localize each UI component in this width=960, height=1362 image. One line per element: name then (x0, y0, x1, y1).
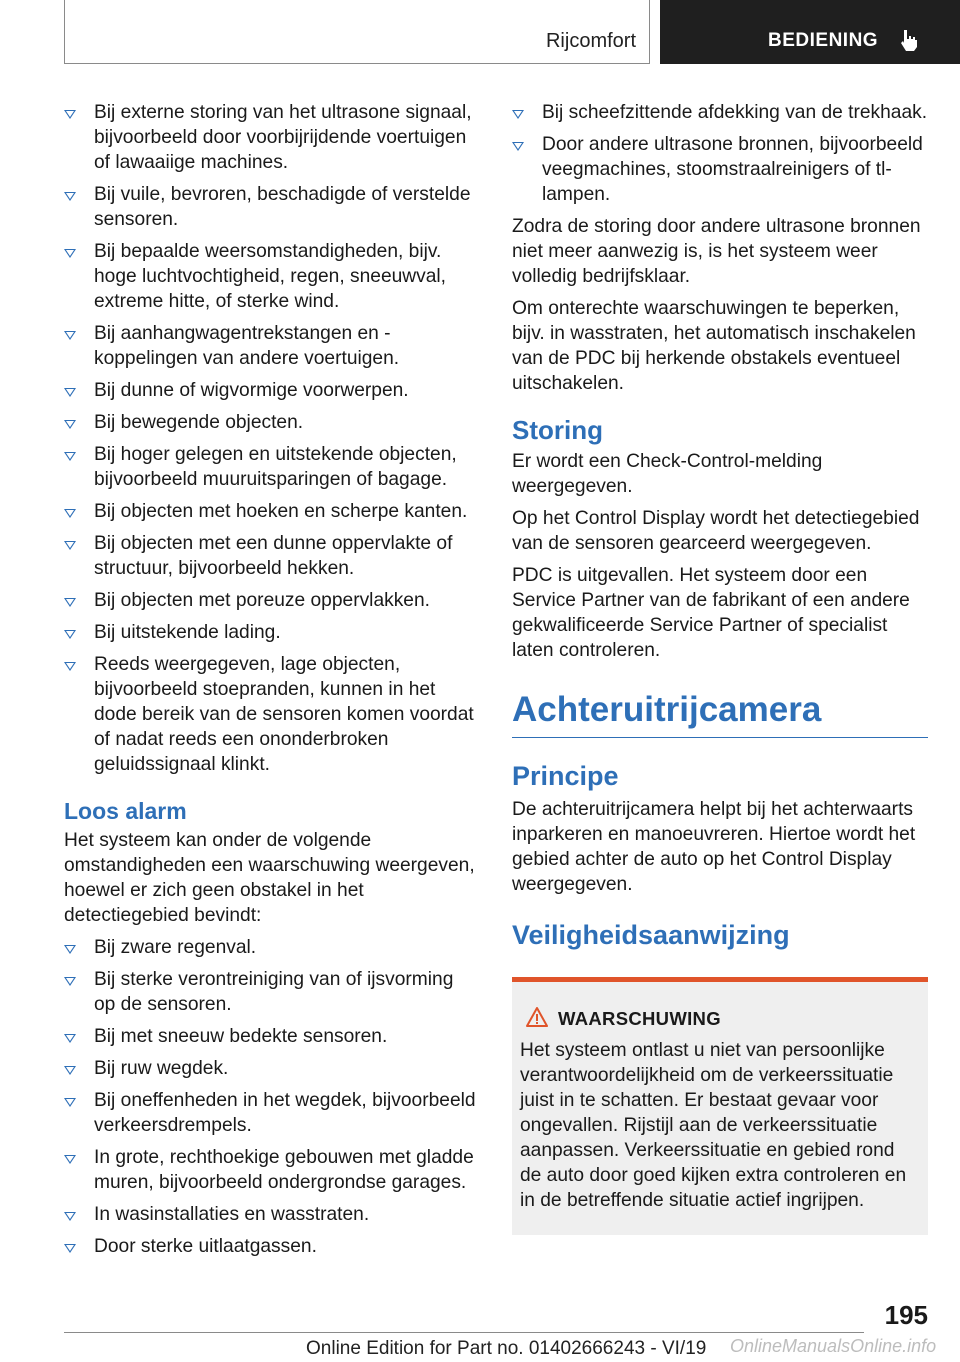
footer-edition: Online Edition for Part no. 01402666243 - VI/19 (306, 1338, 707, 1359)
paragraph-recovery: Zodra de storing door andere ultrasone bronnen niet meer aanwezig is, is het systeem weer volledig bedrijfsklaar. (512, 216, 921, 287)
list-item-text: Bij sterke verontreiniging van of ijsvorming op de sensoren. (94, 969, 454, 1015)
bullet-list-false-alarm (64, 935, 480, 1259)
warning-body: Het systeem ontlast u niet van persoonlijke verantwoordelijkheid om de verkeerssituatie juist in te schatten. Er bestaat gevaar voor ongevallen. Rijstijl aan de verkeerssituatie aanpassen. Verkeerssituatie en gebied rond de auto door goed kijken extra controleren en in de betreffende situatie actief ingrijpen. (520, 1040, 907, 1211)
chapter-tab-label: BEDIENING (768, 30, 879, 51)
bullet-triangle-icon (64, 249, 76, 258)
list-item (64, 182, 480, 232)
list-item-text: Door sterke uitlaatgassen. (94, 1236, 317, 1257)
list-item-text: Bij bewegende objecten. (94, 412, 304, 433)
list-item-text: Bij ruw wegdek. (94, 1058, 229, 1079)
list-item (64, 620, 480, 645)
list-item-text: In grote, rechthoekige gebouwen met gladde muren, bijvoorbeeld ondergrondse garages. (94, 1147, 474, 1193)
bullet-triangle-icon (64, 509, 76, 518)
footer-watermark: OnlineManualsOnline.info (730, 1336, 937, 1356)
bullet-triangle-icon (64, 420, 76, 429)
list-item-text: Bij uitstekende lading. (94, 622, 281, 643)
list-item (64, 499, 480, 524)
list-item-text: Bij objecten met een dunne oppervlakte of structuur, bijvoorbeeld hekken. (94, 533, 453, 579)
page-number: 195 (884, 1300, 928, 1330)
bullet-triangle-icon (64, 1034, 76, 1043)
bullet-triangle-icon (512, 142, 524, 151)
list-item (64, 1234, 480, 1259)
list-item-text: Bij met sneeuw bedekte sensoren. (94, 1026, 388, 1047)
page-header (0, 0, 960, 66)
principe-text: De achteruitrijcamera helpt bij het achterwaarts inparkeren en manoeuvreren. Hiertoe wordt het gebied achter de auto op het Control Display weergegeven. (512, 799, 916, 895)
loos-alarm-intro: Het systeem kan onder de volgende omstandigheden een waarschuwing weergeven, hoewel er zich geen obstakel in het detectiegebied bevindt: (64, 830, 475, 926)
hand-pointer-icon (898, 28, 920, 52)
list-item-text: Bij zware regenval. (94, 937, 257, 958)
list-item-text: Bij bepaalde weersomstandigheden, bijv. hoge luchtvochtigheid, regen, sneeuwval, extreme hitte, of sterke wind. (94, 241, 447, 312)
bullet-triangle-icon (64, 1066, 76, 1075)
warning-title: WAARSCHUWING (558, 1008, 721, 1029)
list-item (512, 132, 928, 207)
bullet-triangle-icon (64, 331, 76, 340)
heading-loos-alarm: Loos alarm (64, 798, 187, 824)
list-item (512, 100, 928, 125)
list-item-text: Door andere ultrasone bronnen, bijvoorbeeld veegmachines, stoomstraalreinigers of tl-lampen. (542, 134, 923, 205)
list-item-text: In wasinstallaties en wasstraten. (94, 1204, 370, 1225)
list-item (64, 1145, 480, 1195)
heading-veiligheidsaanwijzing: Veiligheidsaanwijzing (512, 920, 790, 950)
bullet-triangle-icon (64, 1098, 76, 1107)
list-item (64, 239, 480, 314)
bullet-triangle-icon (512, 110, 524, 119)
bullet-triangle-icon (64, 945, 76, 954)
list-item (64, 321, 480, 371)
storing-text-1: Er wordt een Check-Control-melding weergegeven. (512, 451, 823, 497)
bullet-list-ultrasonic (512, 100, 928, 207)
list-item-text: Bij hoger gelegen en uitstekende objecten, bijvoorbeeld muuruitsparingen of bagage. (94, 444, 457, 490)
list-item (64, 100, 480, 175)
right-column (512, 100, 928, 1235)
bullet-triangle-icon (64, 977, 76, 986)
warning-box (512, 977, 928, 1235)
list-item-text: Bij externe storing van het ultrasone signaal, bijvoorbeeld door voorbijrijdende voertuigen of lawaaiige machines. (94, 102, 472, 173)
bullet-triangle-icon (64, 1244, 76, 1253)
heading-achteruitrijcamera: Achteruitrijcamera (512, 689, 928, 738)
list-item (64, 1024, 480, 1049)
header-left-rule (64, 0, 65, 64)
list-item (64, 442, 480, 492)
left-column (64, 100, 480, 1266)
bullet-triangle-icon (64, 192, 76, 201)
list-item-text: Bij objecten met hoeken en scherpe kanten. (94, 501, 468, 522)
bullet-triangle-icon (64, 1212, 76, 1221)
list-item (64, 378, 480, 403)
storing-text-2: Op het Control Display wordt het detectiegebied van de sensoren gearceerd weergegeven. (512, 508, 920, 554)
list-item (64, 410, 480, 435)
heading-principe: Principe (512, 761, 619, 791)
chapter-tab (660, 0, 960, 64)
list-item (64, 1202, 480, 1227)
heading-storing: Storing (512, 415, 603, 445)
list-item-text: Bij vuile, bevroren, beschadigde of verstelde sensoren. (94, 184, 471, 230)
list-item (64, 531, 480, 581)
list-item-text: Bij aanhangwagentrekstangen en -koppelingen van andere voertuigen. (94, 323, 400, 369)
header-bottom-rule (64, 63, 650, 64)
bullet-triangle-icon (64, 110, 76, 119)
list-item (64, 652, 480, 777)
bullet-list-interference (64, 100, 480, 777)
bullet-triangle-icon (64, 452, 76, 461)
storing-text-3: PDC is uitgevallen. Het systeem door een Service Partner van de fabrikant of een andere gekwalificeerde Service Partner of specialist laten controleren. (512, 565, 910, 661)
list-item (64, 1056, 480, 1081)
section-title: Rijcomfort (545, 30, 636, 52)
list-item-text: Bij dunne of wigvormige voorwerpen. (94, 380, 409, 401)
bullet-triangle-icon (64, 630, 76, 639)
bullet-triangle-icon (64, 388, 76, 397)
list-item (64, 967, 480, 1017)
list-item (64, 588, 480, 613)
paragraph-reduce-warnings: Om onterechte waarschuwingen te beperken, bijv. in wasstraten, het automatisch inschakelen van de PDC bij herkende obstakels eventueel uitschakelen. (512, 298, 916, 394)
warning-triangle-icon (526, 1006, 548, 1028)
header-separator (649, 0, 650, 64)
list-item-text: Bij objecten met poreuze oppervlakken. (94, 590, 430, 611)
bullet-triangle-icon (64, 598, 76, 607)
bullet-triangle-icon (64, 662, 76, 671)
list-item (64, 1088, 480, 1138)
warning-header (520, 1006, 920, 1034)
footer-rule (64, 1332, 864, 1333)
bullet-triangle-icon (64, 541, 76, 550)
list-item-text: Reeds weergegeven, lage objecten, bijvoorbeeld stoepranden, kunnen in het dode bereik van de sensoren komen voordat of nadat reeds een ononderbroken geluidssignaal klinkt. (94, 654, 474, 775)
list-item (64, 935, 480, 960)
bullet-triangle-icon (64, 1155, 76, 1164)
list-item-text: Bij oneffenheden in het wegdek, bijvoorbeeld verkeersdrempels. (94, 1090, 476, 1136)
list-item-text: Bij scheefzittende afdekking van de trekhaak. (542, 102, 928, 123)
